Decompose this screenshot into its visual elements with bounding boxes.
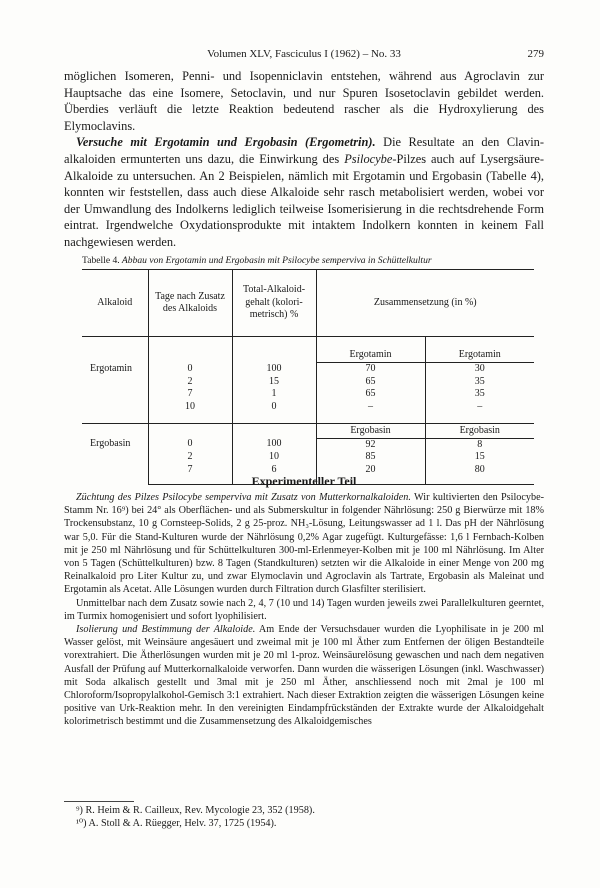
footnote-10: ¹⁰) A. Stoll & A. Rüegger, Helv. 37, 1725 (1954).	[76, 818, 277, 829]
cell-value: 20	[316, 464, 425, 477]
body-text-top	[64, 68, 544, 251]
cell-tage: 2	[148, 451, 232, 464]
cell-value: 30	[474, 362, 485, 374]
cell-tage: 2	[148, 376, 232, 389]
running-header	[64, 48, 544, 60]
cell-value: 35	[425, 388, 534, 401]
cell-total: 10	[232, 451, 316, 464]
cell-value: 92	[365, 438, 376, 450]
cell-value: 85	[316, 451, 425, 464]
cell-composition	[425, 337, 534, 376]
table-row	[82, 388, 534, 401]
cell-composition	[316, 337, 425, 376]
header-tage: Tage nach Zusatz des Alkaloids	[148, 270, 232, 337]
table-subheader-row	[82, 424, 534, 452]
section-title: Experimenteller Teil	[251, 474, 357, 488]
header-alkaloid: Alkaloid	[82, 270, 148, 337]
cell-tage: 0	[148, 424, 232, 452]
cell-value: 65	[316, 388, 425, 401]
cell-value: 70	[365, 362, 376, 374]
table-caption: Tabelle 4. Abbau von Ergotamin und Ergobasin mit Psilocybe semperviva in Schüttelkultur	[82, 255, 432, 266]
footnote-9: ⁹) R. Heim & R. Cailleux, Rev. Mycologie 23, 352 (1958).	[76, 805, 315, 816]
page-number: 279	[527, 48, 544, 60]
cell-value: 65	[316, 376, 425, 389]
header-zusammensetzung: Zusammensetzung (in %)	[316, 270, 534, 337]
cell-tage: 7	[148, 388, 232, 401]
cell-total: 0	[232, 401, 316, 414]
footnotes	[76, 804, 546, 830]
subheader: Ergotamin	[317, 337, 425, 363]
body-text-experimental	[64, 491, 544, 729]
table-row	[82, 376, 534, 389]
running-title: Volumen XLV, Fasciculus I (1962) – No. 33	[207, 48, 401, 60]
footnote-divider	[64, 801, 134, 802]
cell-composition	[316, 424, 425, 452]
subheader: Ergobasin	[426, 424, 535, 439]
subheader: Ergotamin	[426, 337, 535, 363]
cell-tage: 7	[148, 464, 232, 477]
paragraph-heading: Versuche mit Ergotamin und Ergobasin (Ergometrin).	[76, 135, 376, 150]
table-4	[82, 269, 534, 485]
table-header-row	[82, 270, 534, 337]
group-name: Ergobasin	[82, 424, 148, 485]
cell-total: 15	[232, 376, 316, 389]
cell-value: –	[316, 401, 425, 414]
cell-value: –	[425, 401, 534, 414]
cell-value: 35	[425, 376, 534, 389]
cell-tage: 0	[148, 337, 232, 376]
group-name: Ergotamin	[90, 363, 133, 374]
cell-total: 100	[232, 337, 316, 376]
table-subheader-row	[82, 337, 534, 376]
paragraph-harvest: Unmittelbar nach dem Zusatz sowie nach 2, 4, 7 (10 und 14) Tagen wurden jeweils zwei Parallelkulturen geerntet, im Turmix homogenisiert und sofort lyophilisiert.	[64, 597, 544, 622]
cell-composition	[425, 424, 534, 452]
header-total: Total-Alkaloid-gehalt (kolori-metrisch) %	[232, 270, 316, 337]
paragraph-cultivation: Züchtung des Pilzes Psilocybe semperviva mit Zusatz von Mutterkornalkaloiden. Wir kultivierten den Psilocybe-Stamm Nr. 16⁹) bei 24° als Oberflächen- und als Submerskultur in folgender Nährlösung: 250 g Bierwürze mit 18% Trockensubstanz, 10 g Cornsteep-Solids, 2 g 25-proz. NH₃-Lösung, Leitungswasser ad 1 l. Das pH der Nährlösung war 5,0. Für die Stand-Kulturen wurde der Nährlösung 0,2% Agar zugefügt. Kulturgefässe: 1,6 l Fernbach-Kolben mit je 250 ml Nährlösung und für Schüttelkulturen 300-ml-Erlenmeyer-Kolben mit je 100 ml Nährlösung. Im Alter von 5 Tagen (Schüttelkulturen) bzw. 8 Tagen (Standkulturen) setzten wir die Alkaloide in einer Menge von 200 mg Reinalkaloid pro Liter Kultur zu, und zwar Elymoclavin und Agroclavin als Tartrate, Ergobasin als Maleinat und Ergotamin als Acetat. Alle Lösungen wurden durch Filtration durch Glasfilter sterilisiert.	[64, 492, 544, 596]
table-row	[82, 451, 534, 464]
cell-value: 80	[425, 464, 534, 477]
spacer-row	[82, 413, 534, 424]
subheader: Ergobasin	[317, 424, 425, 439]
cell-total: 100	[232, 424, 316, 452]
cell-total: 6	[232, 464, 316, 477]
paragraph-isolation: Isolierung und Bestimmung der Alkaloide. Am Ende der Versuchsdauer wurden die Lyophilisate in je 200 ml Wasser gelöst, mit Weinsäure angesäuert und zweimal mit je 100 ml Äther zum Entfernen der öligen Bestandteile vorextrahiert. Die Ätherlösungen wurden mit je 20 ml 1-proz. Weinsäurelösung gewaschen und nach dem negativen Ausfall der Prüfung auf Mutterkornalkaloide verworfen. Dann wurden die wässerigen Lösungen (inkl. Waschwasser) mit Soda alkalisch gestellt und 3mal mit je 250 ml Äther, anschliessend noch mit 2mal je 100 ml Chloroform/Isopropylalkohol-Gemisch 3:1 extrahiert. Nach dieser Extraktion zeigten die wässerigen Lösungen keine positive van Urk-Reaktion mehr. In den vereinigten Eindampfrückständen der Extrakte wurde der Alkaloidgehalt kolorimetrisch bestimmt und die Zusammensetzung des Alkaloidgemisches	[64, 624, 544, 728]
paragraph-ergotamin: Versuche mit Ergotamin und Ergobasin (Ergometrin). Die Resultate an den Clavin-alkaloiden ermunterten uns dazu, die Einwirkung des Psilocybe-Pilzes auch auf Lysergsäure-Alkaloide zu untersuchen. An 2 Beispielen, nämlich mit Ergotamin und Ergobasin (Tabelle 4), konnten wir feststellen, dass auch diese Alkaloide sehr rasch metabolisiert werden, wobei vor der Umwandlung des Indolkerns lediglich teilweise Isomerisierung in die rechtsdrehende Form eintrat. Irgendwelche Oxydationsprodukte mit intaktem Indolkern konnten in keinem Fall nachgewiesen werden.	[64, 135, 544, 249]
cell-value: 8	[477, 438, 483, 450]
cell-total: 1	[232, 388, 316, 401]
cell-value: 15	[425, 451, 534, 464]
table-row	[82, 401, 534, 414]
cell-tage: 10	[148, 401, 232, 414]
paragraph-continuation: möglichen Isomeren, Penni- und Isopenniclavin entstehen, während aus Agroclavin zur Hauptsache das eine Isomere, Setoclavin, und nur Spuren Isosetoclavin gebildet werden. Überdies verläuft die letzte Reaktion bedeutend rascher als die Hydroxylierung des Elymoclavins.	[64, 69, 544, 133]
